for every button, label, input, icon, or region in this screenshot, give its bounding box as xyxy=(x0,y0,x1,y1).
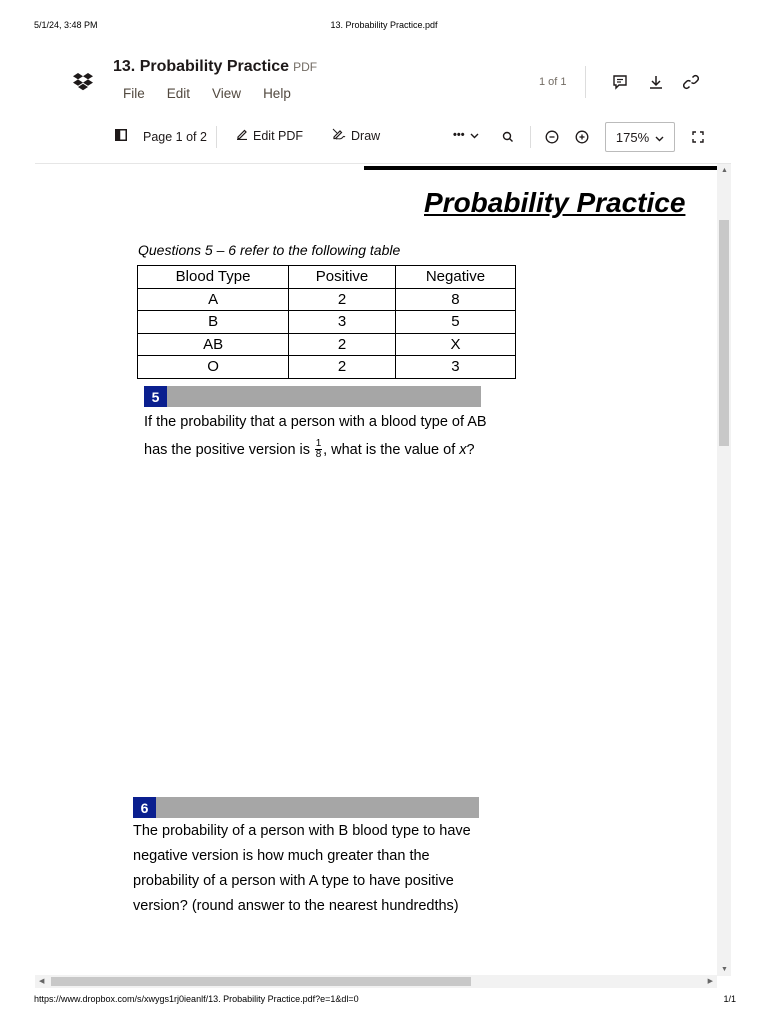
print-page-number: 1/1 xyxy=(723,994,736,1004)
comment-icon[interactable] xyxy=(610,72,630,92)
zoom-out-icon[interactable] xyxy=(542,127,562,147)
table-cell: 2 xyxy=(289,288,396,311)
divider xyxy=(585,66,586,98)
more-icon: ••• xyxy=(453,129,465,141)
question-6-line: version? (round answer to the nearest hundredths) xyxy=(133,898,459,914)
search-icon[interactable] xyxy=(498,127,518,147)
draw-icon xyxy=(332,128,346,143)
print-url: https://www.dropbox.com/s/xwygs1rj0ieanlf/13. Probability Practice.pdf?e=1&dl=0 xyxy=(34,994,359,1004)
table-cell: 5 xyxy=(395,311,515,334)
file-title xyxy=(113,58,317,76)
fullscreen-icon[interactable] xyxy=(688,127,708,147)
menu-file[interactable]: File xyxy=(123,86,145,101)
divider xyxy=(216,126,217,148)
table-cell: 3 xyxy=(395,356,515,379)
pdf-viewer[interactable] xyxy=(35,163,731,988)
column-header: Blood Type xyxy=(138,266,289,289)
question-5-text-part: ? xyxy=(466,442,475,458)
draw-label: Draw xyxy=(351,128,381,143)
zoom-value: 175% xyxy=(615,129,650,145)
scroll-up-icon[interactable]: ▲ xyxy=(721,167,728,174)
pencil-icon xyxy=(236,128,248,143)
table-cell: AB xyxy=(138,333,289,356)
chevron-down-icon xyxy=(470,128,479,142)
fraction-denominator: 8 xyxy=(315,448,322,460)
column-header: Negative xyxy=(395,266,515,289)
question-6-line: probability of a person with A type to have positive xyxy=(133,873,454,889)
horizontal-scrollbar[interactable] xyxy=(35,975,717,988)
question-6-line: The probability of a person with B blood type to have xyxy=(133,823,471,839)
page-nav[interactable] xyxy=(115,129,207,144)
divider xyxy=(530,126,531,148)
table-caption: Questions 5 – 6 refer to the following table xyxy=(138,242,401,258)
link-icon[interactable] xyxy=(681,72,701,92)
question-5-banner xyxy=(144,386,481,407)
menu-bar xyxy=(123,86,313,101)
download-icon[interactable] xyxy=(646,72,666,92)
horizontal-scroll-thumb[interactable] xyxy=(51,977,471,986)
draw-button[interactable] xyxy=(332,128,380,143)
zoom-select[interactable] xyxy=(605,122,675,152)
page-label[interactable]: Page 1 of 2 xyxy=(143,129,207,144)
file-type-badge: PDF xyxy=(293,60,318,74)
pdf-page xyxy=(35,164,717,976)
pdf-toolbar xyxy=(0,122,768,152)
table-cell: A xyxy=(138,288,289,311)
fraction-numerator: 1 xyxy=(315,437,322,449)
question-5-text xyxy=(144,408,487,464)
file-name: 13. Probability Practice xyxy=(113,58,290,75)
vertical-scroll-thumb[interactable] xyxy=(719,220,729,446)
scroll-left-icon[interactable]: ◀ xyxy=(39,978,45,985)
question-5-number: 5 xyxy=(144,386,167,407)
question-6-text xyxy=(133,819,471,919)
scroll-down-icon[interactable]: ▼ xyxy=(721,966,728,973)
column-header: Positive xyxy=(289,266,396,289)
more-options-button[interactable] xyxy=(453,128,479,142)
table-cell: X xyxy=(395,333,515,356)
question-5-line xyxy=(144,436,487,464)
table-cell: 2 xyxy=(289,356,396,379)
table-cell: 3 xyxy=(289,311,396,334)
question-5-text-part: has the positive version is xyxy=(144,442,315,458)
vertical-scrollbar[interactable] xyxy=(717,164,731,976)
menu-view[interactable]: View xyxy=(212,86,242,101)
print-doc-name: 13. Probability Practice.pdf xyxy=(330,20,438,30)
header-rule xyxy=(364,166,717,170)
print-header xyxy=(0,0,768,40)
edit-pdf-button[interactable] xyxy=(236,128,303,143)
edit-pdf-label: Edit PDF xyxy=(253,128,304,143)
table-cell: 2 xyxy=(289,333,396,356)
table-cell: B xyxy=(138,311,289,334)
question-5-text-part: , what is the value of xyxy=(323,442,460,458)
table-cell: 8 xyxy=(395,288,515,311)
menu-help[interactable]: Help xyxy=(263,86,291,101)
app-bar xyxy=(0,52,768,112)
pdf-title: Probability Practice xyxy=(424,187,686,218)
zoom-in-icon[interactable] xyxy=(572,127,592,147)
table-row xyxy=(138,356,516,379)
question-6-number: 6 xyxy=(133,797,156,818)
question-6-line: negative version is how much greater than the xyxy=(133,848,430,864)
scroll-right-icon[interactable]: ▶ xyxy=(707,978,713,985)
chevron-down-icon xyxy=(655,130,664,145)
fraction xyxy=(315,439,322,460)
question-5-line: If the probability that a person with a blood type of AB xyxy=(144,414,487,430)
blood-type-table xyxy=(137,265,516,379)
sidebar-toggle-icon[interactable] xyxy=(115,129,127,144)
variable: x xyxy=(459,442,467,458)
table-row xyxy=(138,288,516,311)
table-cell: O xyxy=(138,356,289,379)
table-header-row xyxy=(138,266,516,289)
question-6-banner xyxy=(133,797,479,818)
version-count[interactable]: 1 of 1 xyxy=(539,76,567,88)
table-row xyxy=(138,333,516,356)
table-row xyxy=(138,311,516,334)
print-datetime: 5/1/24, 3:48 PM xyxy=(34,20,98,30)
menu-edit[interactable]: Edit xyxy=(166,86,191,101)
dropbox-logo[interactable] xyxy=(72,72,94,92)
